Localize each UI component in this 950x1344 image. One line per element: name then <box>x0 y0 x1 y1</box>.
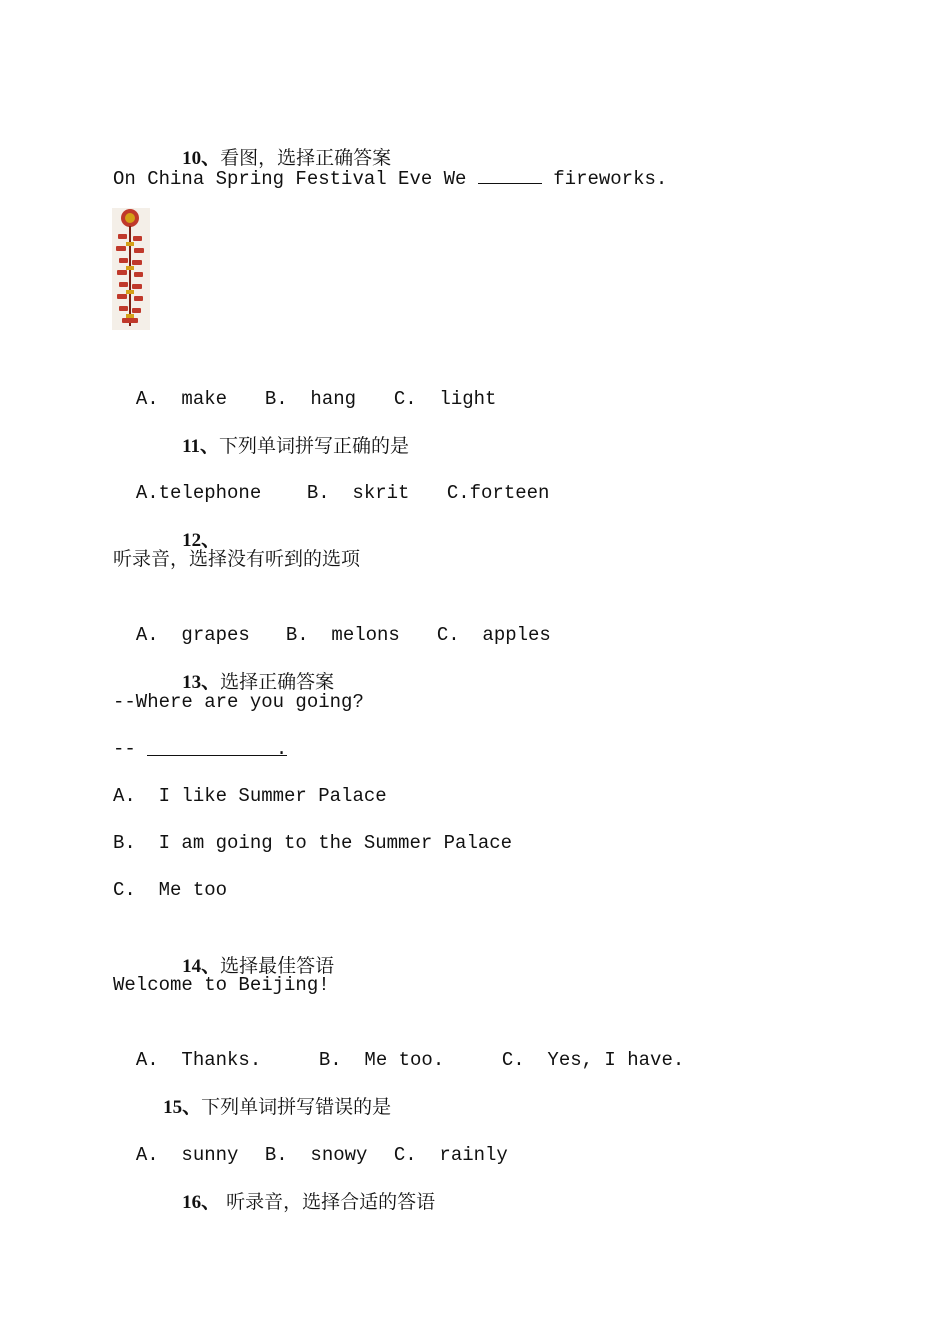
q10-heading <box>170 116 392 169</box>
q11-title: 下列单词拼写正确的是 <box>219 435 410 457</box>
q14-heading <box>170 924 335 977</box>
q14-prompt: Welcome to Beijing! <box>113 974 330 996</box>
q13-option-c[interactable]: C. Me too <box>113 879 228 901</box>
q13-answer-line <box>113 735 287 763</box>
q15-number: 15、 <box>163 1097 202 1118</box>
q13-option-b[interactable]: B. I am going to the Summer Palace <box>113 832 513 854</box>
q12-instruction: 听录音，选择没有听到的选项 <box>113 548 361 570</box>
q13-title: 选择正确答案 <box>220 671 335 693</box>
q16-title: 听录音，选择合适的答语 <box>220 1191 436 1213</box>
q10-sentence-end: fireworks. <box>541 168 668 190</box>
q15-heading <box>151 1065 392 1118</box>
q14-option-b[interactable]: B. Me too. <box>318 1049 445 1071</box>
q12-heading <box>170 498 221 551</box>
q15-option-b[interactable]: B. snowy <box>264 1144 368 1166</box>
q13-heading <box>170 640 335 693</box>
q14-number: 14、 <box>182 956 221 977</box>
q11-options <box>113 451 550 504</box>
q12-option-c[interactable]: C. apples <box>436 624 551 646</box>
q15-option-a[interactable]: A. sunny <box>135 1144 239 1166</box>
q13-answer-end: . <box>275 738 288 760</box>
q11-number: 11、 <box>182 436 220 457</box>
q10-option-a[interactable]: A. make <box>135 388 228 410</box>
q10-title: 看图，选择正确答案 <box>220 147 392 169</box>
q12-options <box>113 593 551 646</box>
q13-question: --Where are you going? <box>113 691 364 713</box>
q12-option-b[interactable]: B. melons <box>285 624 400 646</box>
q13-answer-blank[interactable] <box>147 735 288 760</box>
q10-answer-blank[interactable] <box>478 163 542 184</box>
q14-options <box>113 1018 685 1071</box>
q14-title: 选择最佳答语 <box>220 955 335 977</box>
q13-option-a[interactable]: A. I like Summer Palace <box>113 785 387 807</box>
q10-options <box>113 357 497 410</box>
q15-title: 下列单词拼写错误的是 <box>201 1096 392 1118</box>
q15-options <box>113 1113 508 1166</box>
q10-sentence <box>113 163 667 191</box>
q11-option-b[interactable]: B. skrit <box>306 482 410 504</box>
q16-heading <box>170 1160 436 1213</box>
q14-option-a[interactable]: A. Thanks. <box>135 1049 262 1071</box>
q14-option-c[interactable]: C. Yes, I have. <box>501 1049 685 1071</box>
q11-option-c[interactable]: C.forteen <box>446 482 550 504</box>
q12-option-a[interactable]: A. grapes <box>135 624 250 646</box>
q10-number: 10、 <box>182 148 221 169</box>
q15-option-c[interactable]: C. rainly <box>393 1144 508 1166</box>
q10-option-c[interactable]: C. light <box>393 388 497 410</box>
q13-answer-prefix: -- <box>113 738 148 760</box>
firecracker-string-icon <box>112 208 150 330</box>
q12-number: 12、 <box>182 530 221 551</box>
q11-option-a[interactable]: A.telephone <box>135 482 262 504</box>
q13-number: 13、 <box>182 672 221 693</box>
q11-heading <box>170 404 410 457</box>
q16-number: 16、 <box>182 1192 221 1213</box>
q10-option-b[interactable]: B. hang <box>264 388 357 410</box>
q10-sentence-start: On China Spring Festival Eve We <box>113 168 478 190</box>
